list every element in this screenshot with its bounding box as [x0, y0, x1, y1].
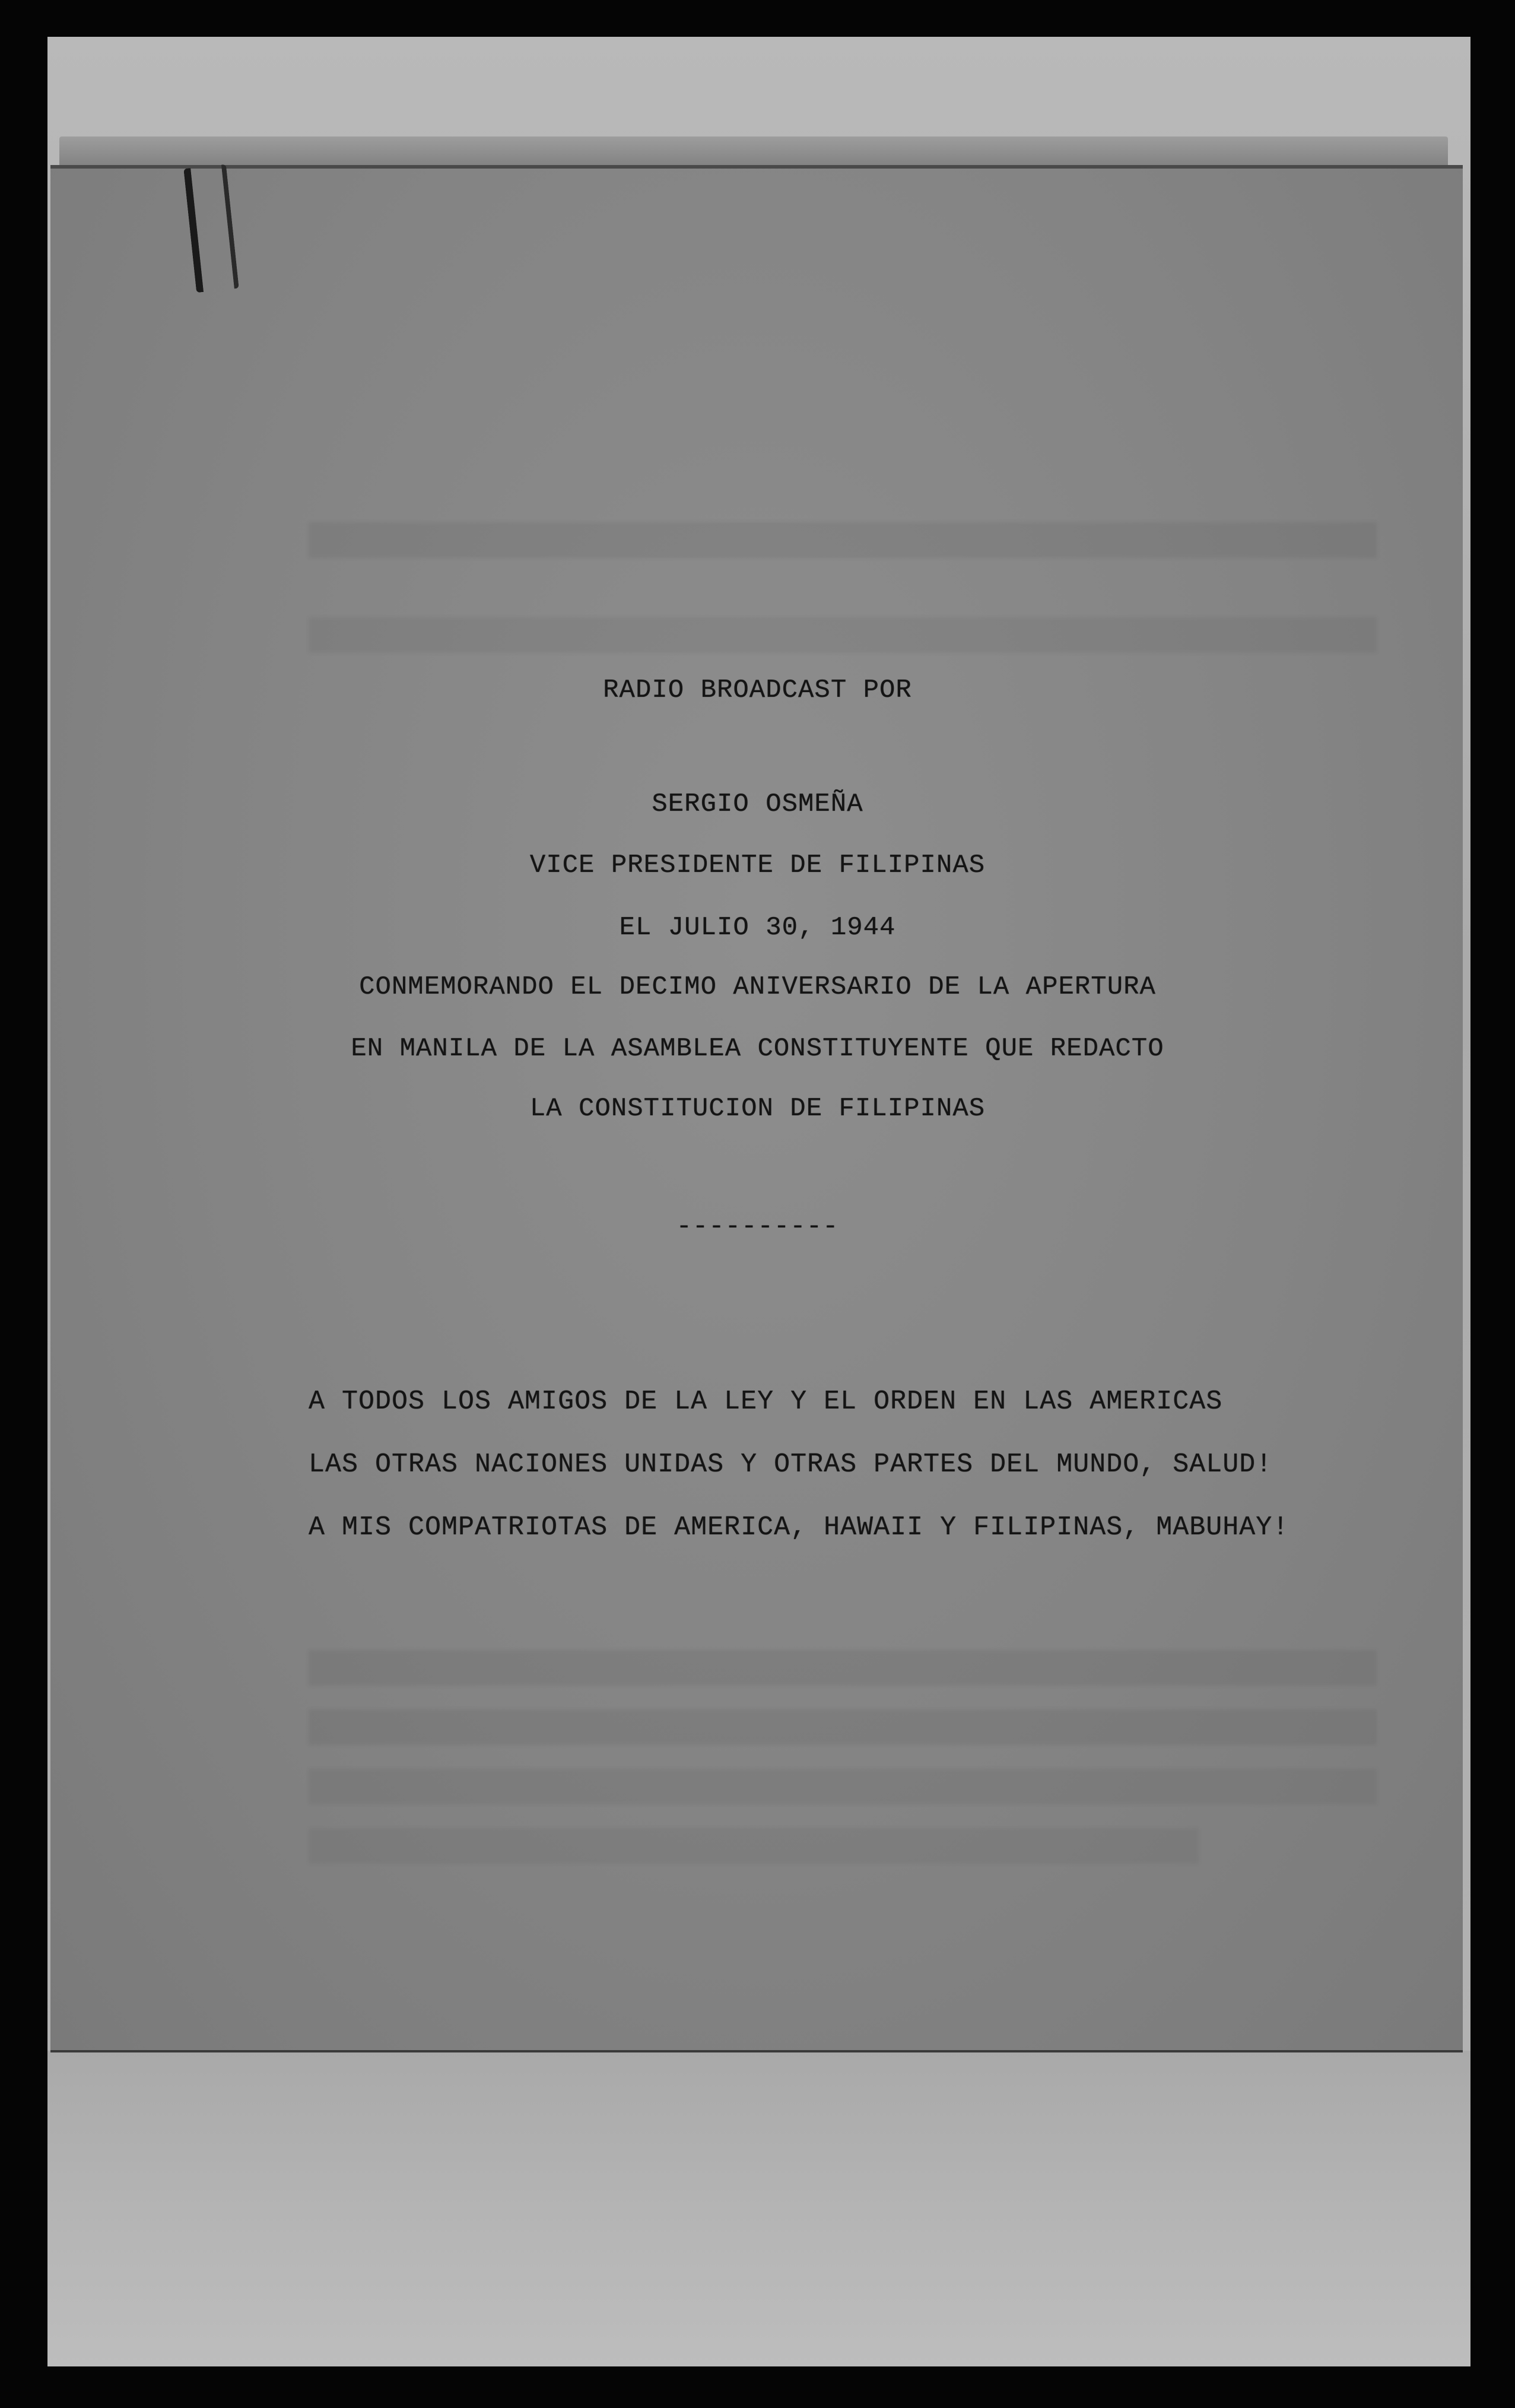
speaker-title: VICE PRESIDENTE DE FILIPINAS	[529, 851, 986, 880]
broadcast-date: EL JULIO 30, 1944	[619, 913, 896, 943]
occasion-line: EN MANILA DE LA ASAMBLEA CONSTITUYENTE QUE REDACTO	[351, 1034, 1164, 1064]
speaker-name: SERGIO OSMEÑA	[652, 789, 863, 819]
bleed-through-mark	[309, 1709, 1377, 1745]
backing-sheet-lower	[47, 2051, 1470, 2366]
bleed-through-mark	[309, 1650, 1377, 1686]
salutation-line: A MIS COMPATRIOTAS DE AMERICA, HAWAII Y FILIPINAS, MABUHAY!	[309, 1512, 1290, 1543]
bleed-through-mark	[309, 1828, 1199, 1864]
separator: ----------	[676, 1212, 839, 1242]
occasion-line: LA CONSTITUCION DE FILIPINAS	[529, 1094, 986, 1124]
bleed-through-mark	[309, 1769, 1377, 1804]
salutation-line: LAS OTRAS NACIONES UNIDAS Y OTRAS PARTES DEL MUNDO, SALUD!	[309, 1449, 1273, 1480]
heading: RADIO BROADCAST POR	[603, 675, 912, 705]
bleed-through-mark	[309, 522, 1377, 558]
salutation-line: A TODOS LOS AMIGOS DE LA LEY Y EL ORDEN EN LAS AMERICAS	[309, 1387, 1223, 1417]
bleed-through-mark	[309, 617, 1377, 653]
occasion-line: CONMEMORANDO EL DECIMO ANIVERSARIO DE LA APERTURA	[359, 972, 1156, 1002]
